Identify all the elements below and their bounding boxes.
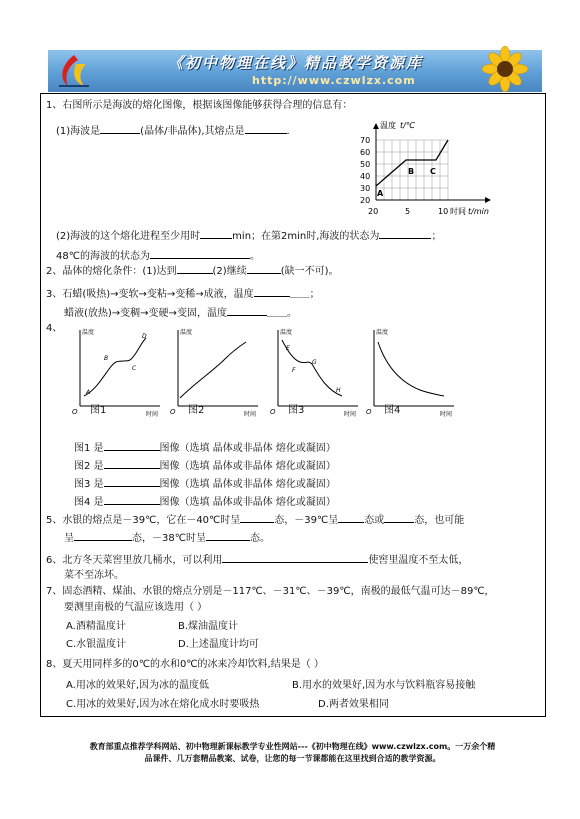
q1-graph-xunit: t/min <box>468 207 489 216</box>
q6-line1: 6、北方冬天菜窖里放几桶水，可以利用 使窖里温度不至太低， <box>46 552 468 567</box>
q4-chart-xlabel: 时间 <box>244 411 257 418</box>
q7-line1: 7、固态酒精、煤油、水银的熔点分别是－117℃、－31℃、－39℃，南极的最低气温可达－89℃， <box>46 586 495 597</box>
q1-graph-ylabel: 温度 <box>380 121 396 130</box>
q7-option-b[interactable]: B.煤油温度计 <box>178 621 239 632</box>
q1-ytick-label: 60 <box>360 148 371 157</box>
q8-option-d[interactable]: D.两者效果相同 <box>318 699 389 710</box>
footer-line-2: 品课件、几万套精品教案、试卷，让您的每一节课都能在这里找到合适的教学资源。 <box>144 754 441 763</box>
q4-chart-point-C: C <box>132 365 137 372</box>
q1-ytick-label: 70 <box>360 136 371 145</box>
q1-stem: 1、右图所示是海波的熔化图像，根据该图像能够获得合理的信息有： <box>46 100 353 111</box>
q7-option-d[interactable]: D.上述温度计均可 <box>178 639 259 650</box>
q1-blank-state-2min[interactable] <box>379 228 431 239</box>
q6-line2: 菜不至冻坏。 <box>64 570 124 581</box>
q1-point-label-C: C <box>430 167 436 176</box>
q4-chart-curve <box>282 340 342 396</box>
q1-point-label-B: B <box>408 167 415 176</box>
q7-line2: 要测里南极的气温应该选用（ ） <box>64 602 208 613</box>
q4-chart-origin: O <box>270 408 276 416</box>
q4-chart-caption-1: 图1 <box>90 405 107 416</box>
q4-blank-4[interactable] <box>104 494 160 505</box>
q1-part1: (1)海波是 (晶体/非晶体),其熔点是 . <box>56 123 290 138</box>
q4-chart-curve <box>180 342 246 398</box>
q4-blank-2[interactable] <box>104 458 160 469</box>
q2-blank-2[interactable] <box>247 263 281 274</box>
q1-xtick-label: 10 <box>438 207 449 216</box>
q4-chart-xlabel: 时间 <box>440 411 453 418</box>
q1-blank-melting-point[interactable] <box>245 123 287 134</box>
q1-xtick-label: 20 <box>368 207 379 216</box>
q4-blank-3[interactable] <box>104 476 160 487</box>
page-footer <box>40 741 545 765</box>
q1-blank-duration[interactable] <box>200 228 232 239</box>
q4-chart-ylabel: 温度 <box>180 329 193 336</box>
q1-ytick-label: 40 <box>360 172 371 181</box>
q3-line1: 3、石蜡(吸热)→变软→变粘→变稀→成液，温度 ＿＿； <box>46 286 320 301</box>
q5-blank-3[interactable] <box>384 512 414 523</box>
q4-chart-ylabel: 温度 <box>82 329 95 336</box>
q4-chart-point-E: E <box>286 345 290 352</box>
q1-blank-crystal[interactable] <box>100 123 140 134</box>
q5-line1: 5、水银的熔点是－39℃，它在－40℃时呈 态，－39℃呈 态或 态，也可能 <box>46 512 464 527</box>
q4-chart-point-B: B <box>104 355 109 362</box>
q1-ytick-label: 30 <box>360 184 371 193</box>
q4-chart-curve <box>84 338 146 396</box>
footer-line-1: 教育部重点推荐学科网站、初中物理新课标教学专业性网站---《初中物理在线》www.czwlzx.com。一万余个精 <box>89 742 496 751</box>
q4-chart-3 <box>268 326 362 418</box>
q4-chart-xlabel: 时间 <box>344 411 357 418</box>
q3-blank-2[interactable] <box>227 305 267 316</box>
q4-chart-4 <box>364 326 458 418</box>
q8-option-b[interactable]: B.用水的效果好,因为水与饮料瓶容易接触 <box>292 680 476 691</box>
q2-text: 2、晶体的熔化条件：(1)达到 (2)继续 (缺一不可)。 <box>46 263 339 278</box>
q4-chart-origin: O <box>72 408 78 416</box>
q7-option-a[interactable]: A.酒精温度计 <box>66 621 126 632</box>
q8-option-c[interactable]: C.用冰的效果好,因为冰在熔化成水时要吸热 <box>66 699 260 710</box>
q4-chart-point-H: H <box>336 387 341 394</box>
q8-stem: 8、夏天用同样多的0℃的水和0℃的冰来冷却饮料,结果是（ ） <box>46 659 324 670</box>
q1-ytick-label: 50 <box>360 160 371 169</box>
q4-line-2: 图2 是 图像（选填 晶体或非晶体 熔化或凝固） <box>74 458 336 473</box>
q1-graph-xlabel: 时间 <box>450 207 466 216</box>
q4-chart-curve <box>378 342 444 396</box>
q1-haibo-melting-graph <box>350 116 500 222</box>
q4-blank-1[interactable] <box>104 440 160 451</box>
q4-line-1: 图1 是 图像（选填 晶体或非晶体 熔化或凝固） <box>74 440 336 455</box>
q1-point-label-A: A <box>377 189 384 198</box>
q2-blank-1[interactable] <box>177 263 213 274</box>
q4-chart-point-D: D <box>142 333 147 340</box>
q6-blank[interactable] <box>222 552 368 563</box>
q4-chart-2 <box>168 326 262 418</box>
q4-chart-caption-2: 图2 <box>188 405 205 416</box>
q4-chart-1 <box>70 326 164 418</box>
q4-line-3: 图3 是 图像（选填 晶体或非晶体 熔化或凝固） <box>74 476 336 491</box>
q5-line2: 呈 态，－38℃时呈 态。 <box>64 530 270 545</box>
q1-graph-yunit: t/℃ <box>400 121 415 130</box>
q4-number: 4、 <box>46 323 63 334</box>
q4-chart-origin: O <box>170 408 176 416</box>
q1-part2: (2)海波的这个熔化进程至少用时 min；在第2min时,海波的状态为 ； <box>56 228 441 243</box>
site-banner <box>48 50 542 92</box>
q3-blank-1[interactable] <box>254 286 290 297</box>
q5-blank-2[interactable] <box>338 512 364 523</box>
banner-url[interactable]: http://www.czwlzx.com <box>252 74 416 87</box>
q1-xtick-label: 5 <box>405 207 411 216</box>
q4-line-4: 图4 是 图像（选填 晶体或非晶体 熔化或凝固） <box>74 494 336 509</box>
site-logo-icon <box>54 52 94 90</box>
q4-chart-caption-4: 图4 <box>384 405 401 416</box>
q7-option-c[interactable]: C.水银温度计 <box>66 639 127 650</box>
q5-blank-1[interactable] <box>240 512 274 523</box>
sunflower-icon <box>470 44 540 94</box>
q1-ytick-label: 20 <box>360 196 371 205</box>
banner-title: 《初中物理在线》精品教学资源库 <box>168 54 424 72</box>
q4-chart-ylabel: 温度 <box>376 329 389 336</box>
q4-chart-point-F: F <box>292 367 296 374</box>
q5-blank-5[interactable] <box>206 530 250 541</box>
q1-blank-state-48[interactable] <box>150 248 250 259</box>
q4-chart-xlabel: 时间 <box>146 411 159 418</box>
q4-chart-point-A: A <box>86 389 91 396</box>
q4-chart-ylabel: 温度 <box>280 329 293 336</box>
q1-part3: 48℃的海波的状态为 。 <box>56 248 260 263</box>
q3-line2: 蜡液(放热)→变稠→变硬→变固，温度 ＿＿。 <box>64 305 297 320</box>
q8-option-a[interactable]: A.用冰的效果好,因为冰的温度低 <box>66 680 210 691</box>
q1-melting-curve <box>376 140 448 186</box>
q5-blank-4[interactable] <box>74 530 132 541</box>
q4-chart-point-G: G <box>312 359 317 366</box>
q4-chart-caption-3: 图3 <box>288 405 305 416</box>
q4-chart-origin: O <box>366 408 372 416</box>
